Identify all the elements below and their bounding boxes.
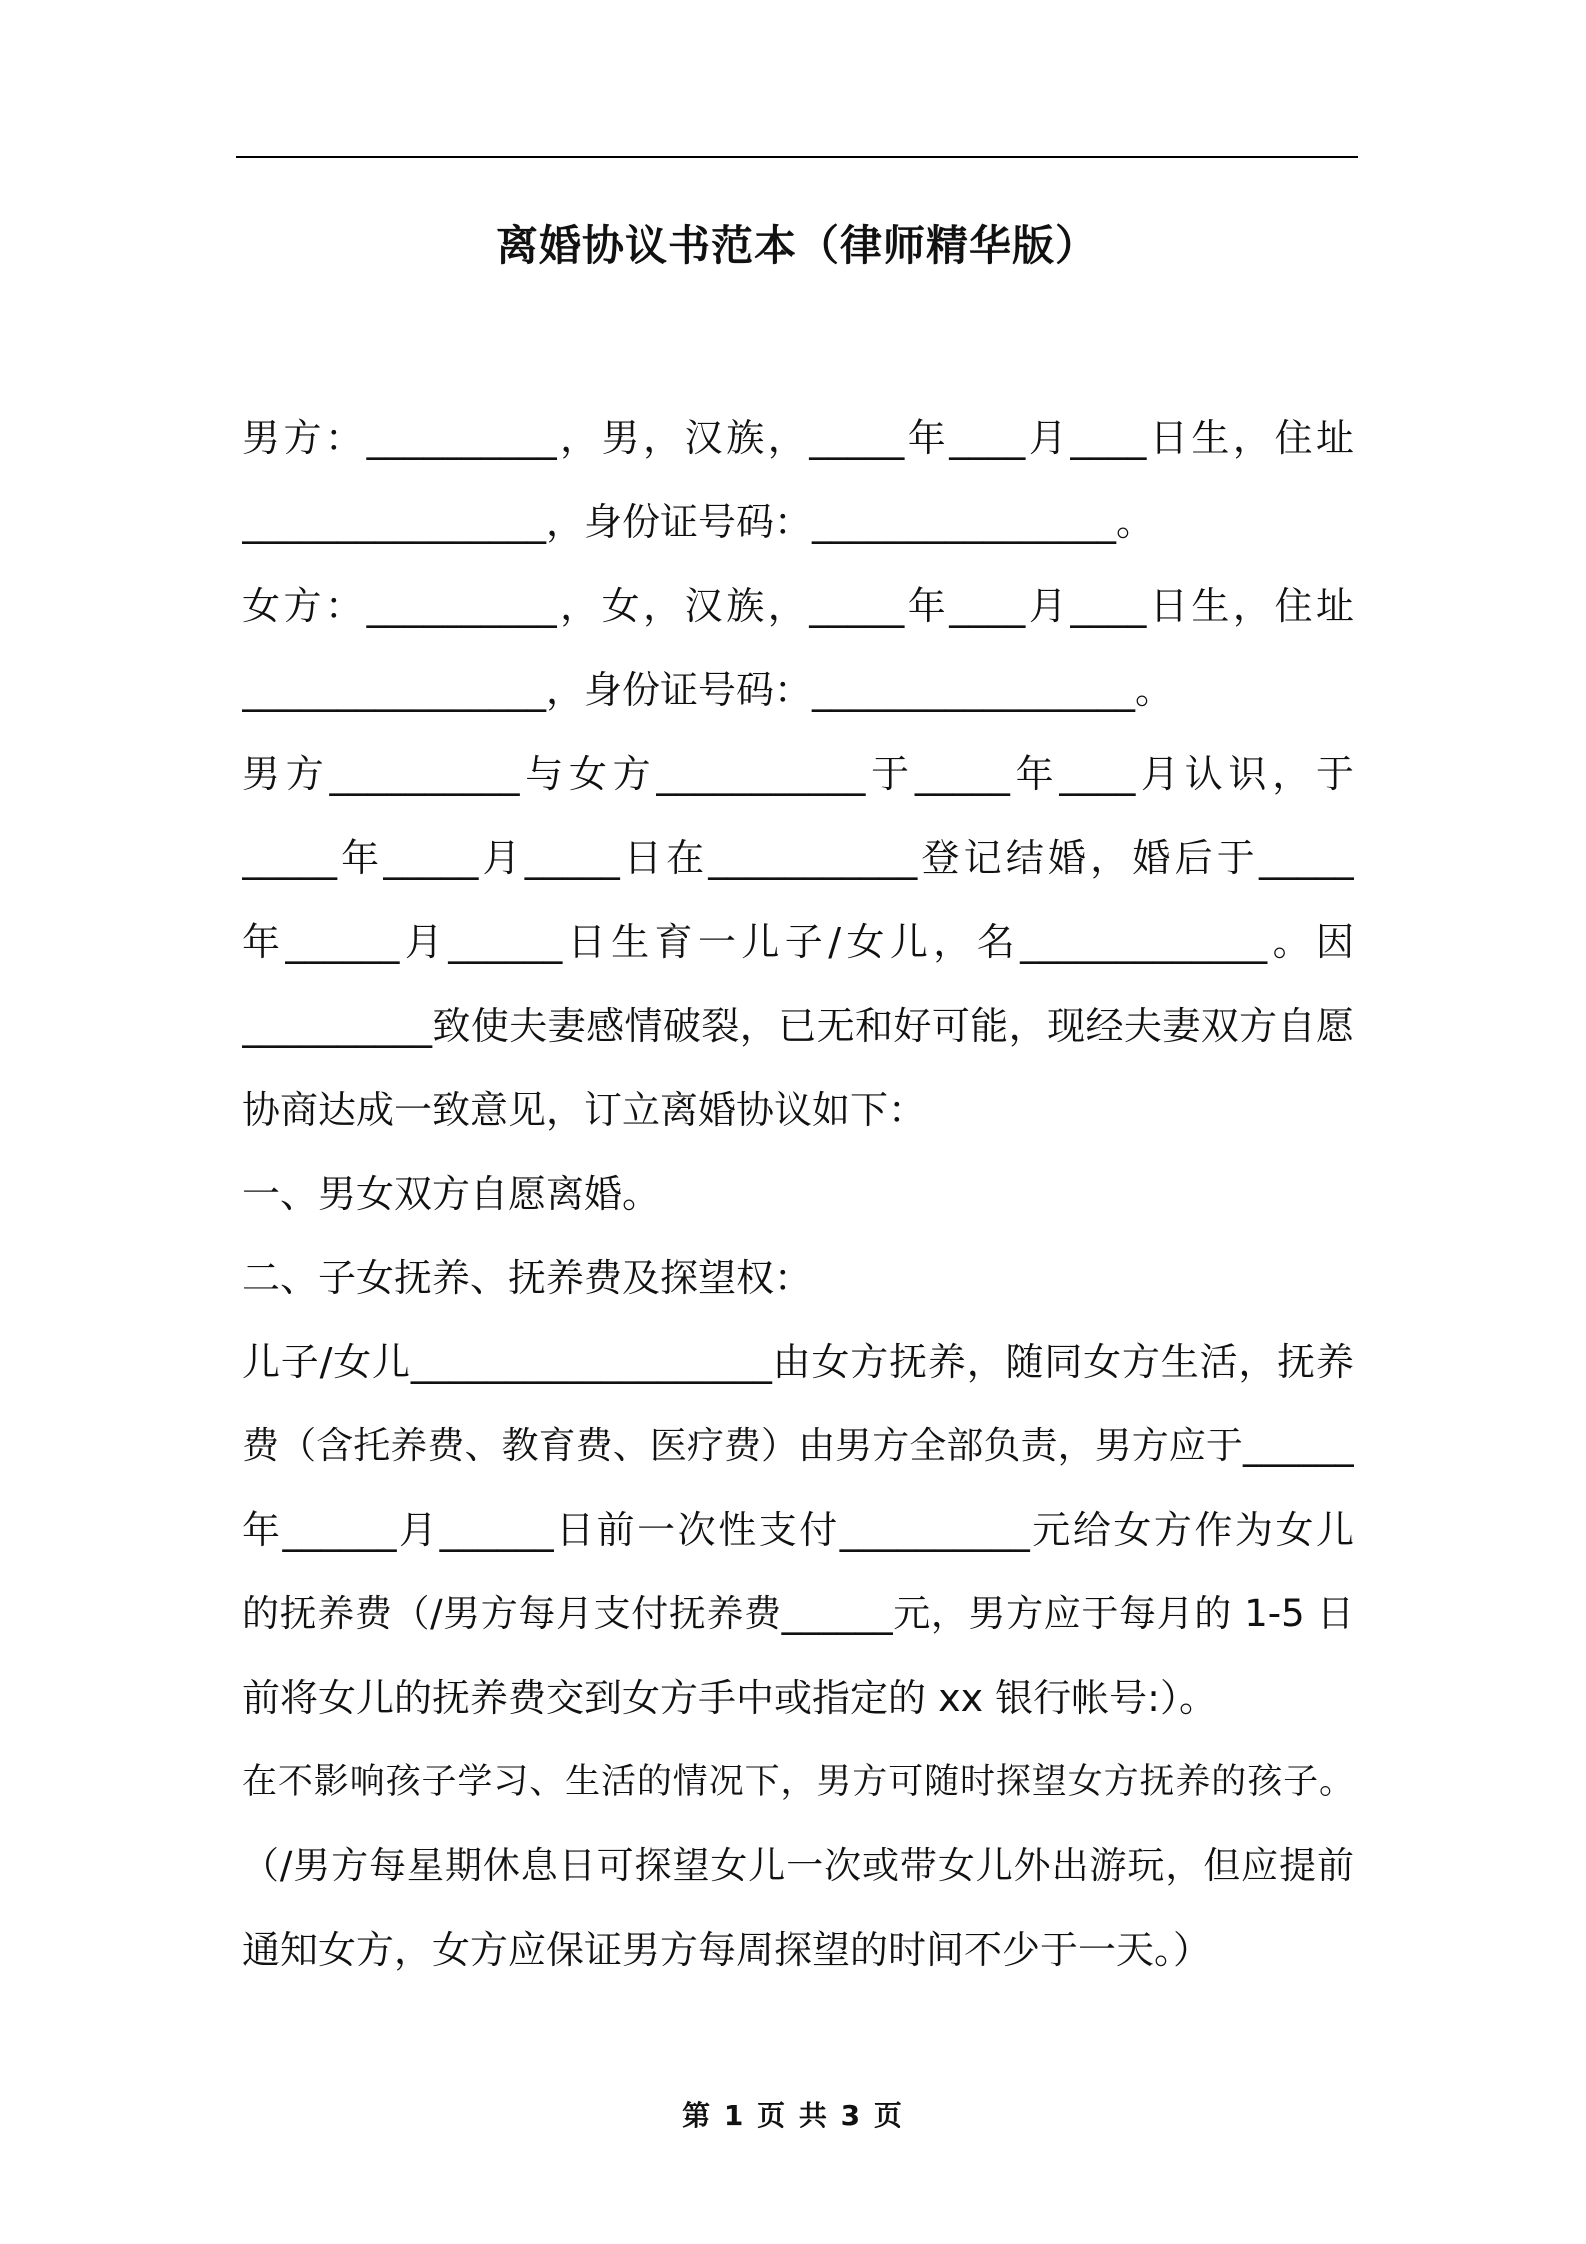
paragraph-line: 费（含托养费、教育费、医疗费）由男方全部负责，男方应于______ — [242, 1424, 1354, 1467]
paragraph-line: 在不影响孩子学习、生活的情况下，男方可随时探望女方抚养的孩子。 — [242, 1762, 1354, 1802]
paragraph-line: 协商达成一致意见，订立离婚协议如下： — [242, 1088, 927, 1132]
paragraph-line: 前将女儿的抚养费交到女方手中或指定的 xx 银行帐号:）。 — [242, 1676, 1217, 1720]
paragraph-line: 男方__________与女方___________于_____年____月认识，于 — [242, 752, 1354, 796]
page-indicator: 第 1 页 共 3 页 — [682, 2099, 904, 2132]
paragraph-line: 儿子/女儿___________________由女方抚养，随同女方生活，抚养 — [242, 1340, 1354, 1384]
paragraph-line: 的抚养费（/男方每月支付抚养费______元，男方应于每月的 1-5 日 — [242, 1592, 1354, 1635]
paragraph-line: 通知女方，女方应保证男方每周探望的时间不少于一天。） — [242, 1928, 1212, 1972]
paragraph-line: 女方：__________，女，汉族，_____年____月____日生，住址 — [242, 584, 1354, 628]
paragraph-line: 年______月______日生育一儿子/女儿，名_____________。因 — [242, 920, 1354, 964]
paragraph-line: 年______月______日前一次性支付__________元给女方作为女儿 — [242, 1508, 1354, 1552]
header-rule — [236, 156, 1358, 158]
section-heading: 二、子女抚养、抚养费及探望权： — [242, 1256, 813, 1300]
paragraph-line: 男方：__________，男，汉族，_____年____月____日生，住址 — [242, 416, 1354, 460]
section-heading: 一、男女双方自愿离婚。 — [242, 1172, 661, 1216]
document-body — [242, 410, 1354, 2006]
document-title: 离婚协议书范本（律师精华版） — [495, 221, 1098, 270]
paragraph-line: __________致使夫妻感情破裂，已无和好可能，现经夫妻双方自愿 — [242, 1004, 1354, 1048]
paragraph-line: ________________，身份证号码：________________。 — [242, 500, 1155, 544]
paragraph-line: ________________，身份证号码：_________________。 — [242, 668, 1174, 712]
paragraph-line: _____年_____月_____日在___________登记结婚，婚后于_____ — [242, 836, 1354, 880]
paragraph-line: （/男方每星期休息日可探望女儿一次或带女儿外出游玩，但应提前 — [242, 1844, 1354, 1887]
